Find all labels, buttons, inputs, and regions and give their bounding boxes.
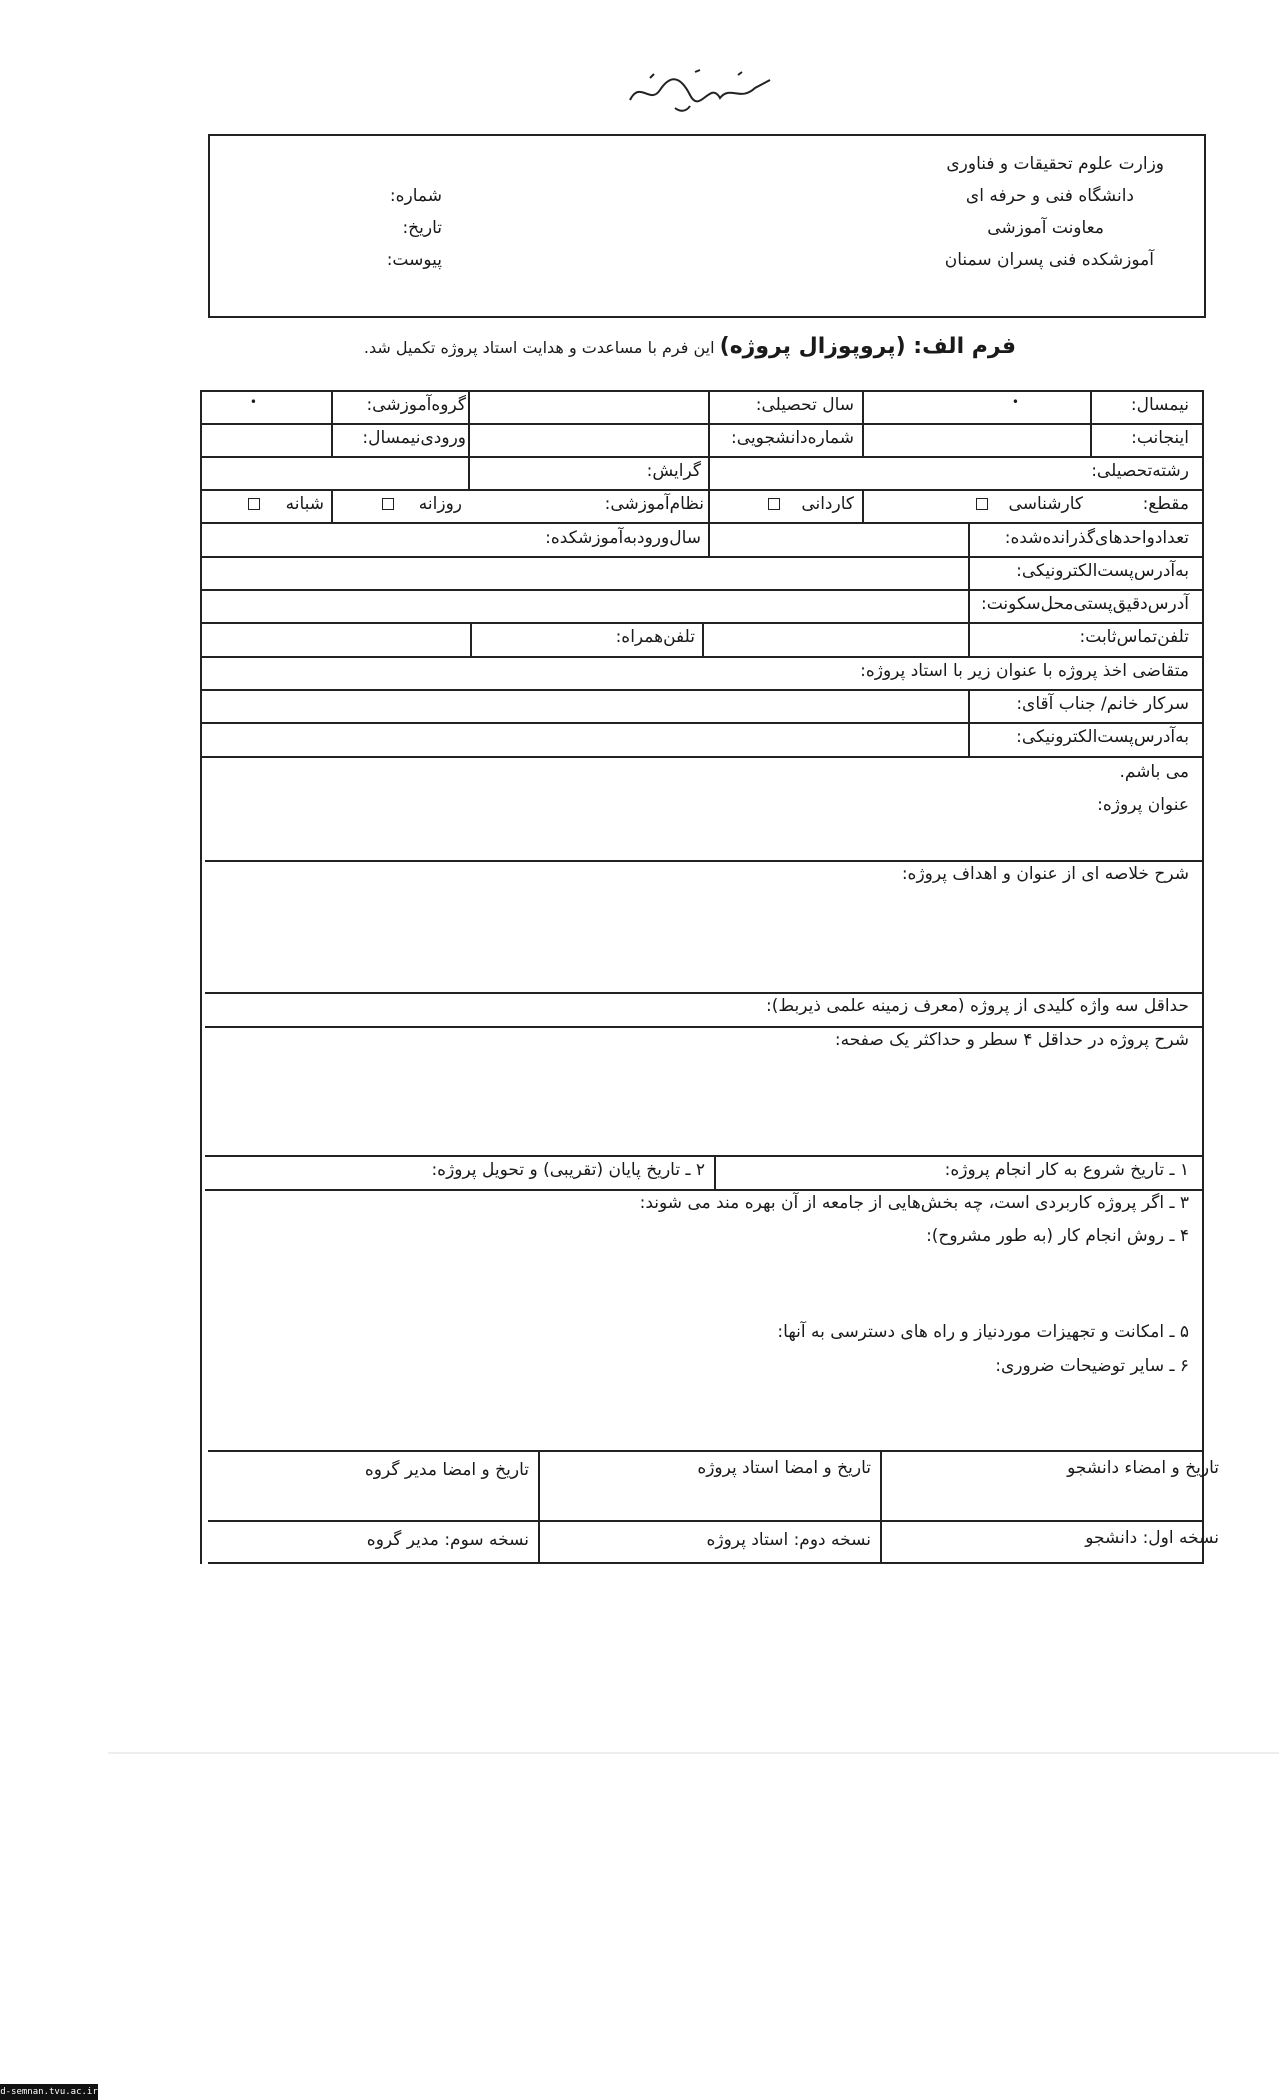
- edu-group-label: گروه‌آموزشی:: [366, 395, 466, 415]
- attachment-label: پیوست:: [386, 250, 442, 270]
- student-number-label: شماره‌دانشجویی:: [731, 428, 854, 448]
- evening-option: شبانه: [285, 494, 324, 514]
- am-label: می باشم.: [1119, 762, 1189, 782]
- copy-one-label: نسخه اول: دانشجو: [1085, 1528, 1219, 1548]
- other-notes-label: ۶ ـ سایر توضیحات ضروری:: [995, 1356, 1189, 1376]
- start-date-label: ۱ ـ تاریخ شروع به کار انجام پروژه:: [944, 1160, 1189, 1180]
- orientation-label: گرایش:: [646, 461, 701, 481]
- associate-checkbox[interactable]: [768, 498, 780, 510]
- form-title-note: این فرم با مساعدت و هدایت استاد پروژه تکمیل شد.: [363, 338, 715, 357]
- copy-three-label: نسخه سوم: مدیر گروه: [366, 1530, 529, 1550]
- edu-group-mark: •: [249, 395, 257, 409]
- bachelor-checkbox[interactable]: [976, 498, 988, 510]
- edu-system-label: نظام‌آموزشی:: [604, 494, 704, 514]
- associate-option: کاردانی: [801, 494, 854, 514]
- landline-label: تلفن‌تماس‌ثابت:: [1079, 627, 1189, 647]
- request-label: متقاضی اخذ پروژه با عنوان زیر با استاد پروژه:: [860, 661, 1189, 681]
- footer-watermark: d-semnan.tvu.ac.ir: [0, 2084, 98, 2100]
- undersigned-label: اینجانب:: [1131, 428, 1189, 448]
- keywords-label: حداقل سه واژه کلیدی از پروژه (معرف زمینه علمی ذیربط):: [766, 996, 1189, 1016]
- passed-units-label: تعدادواحدهای‌گذرانده‌شده:: [1004, 528, 1189, 548]
- supervisor-email-label: به‌آدرس‌پست‌الکترونیکی:: [1016, 727, 1189, 747]
- description-label: شرح پروژه در حداقل ۴ سطر و حداکثر یک صفحه:: [834, 1030, 1189, 1050]
- date-label: تاریخ:: [402, 218, 442, 238]
- email-label: به‌آدرس‌پست‌الکترونیکی:: [1016, 561, 1189, 581]
- deputy-name: معاونت آموزشی: [987, 218, 1104, 238]
- daytime-checkbox[interactable]: [382, 498, 394, 510]
- method-label: ۴ ـ روش انجام کار (به طور مشروح):: [926, 1226, 1189, 1246]
- college-name: آموزشکده فنی پسران سمنان: [944, 250, 1154, 270]
- summary-label: شرح خلاصه ای از عنوان و اهداف پروژه:: [901, 864, 1189, 884]
- supervisor-signature-label: تاریخ و امضا استاد پروژه: [697, 1458, 871, 1478]
- number-label: شماره:: [389, 186, 442, 206]
- ministry-name: وزارت علوم تحقیقات و فناوری: [946, 154, 1164, 174]
- university-name: دانشگاه فنی و حرفه ای: [965, 186, 1134, 206]
- postal-address-label: آدرس‌دقیق‌پستی‌محل‌سکونت:: [981, 594, 1189, 614]
- copy-two-label: نسخه دوم: استاد پروژه: [706, 1530, 871, 1550]
- scan-edge-line: [108, 1752, 1279, 1754]
- supervisor-label: سرکار خانم/ جناب آقای:: [1016, 694, 1189, 714]
- semester-mark: •: [1011, 395, 1019, 409]
- equipment-label: ۵ ـ امکانت و تجهیزات موردنیاز و راه های دسترسی به آنها:: [777, 1322, 1189, 1342]
- bachelor-option: کارشناسی: [1008, 494, 1083, 514]
- level-label: مقطع:: [1142, 494, 1189, 514]
- mobile-label: تلفن‌همراه:: [615, 627, 695, 647]
- academic-year-label: سال تحصیلی:: [755, 395, 854, 415]
- daytime-option: روزانه: [418, 494, 462, 514]
- student-signature-label: تاریخ و امضاء دانشجو: [1067, 1458, 1219, 1478]
- project-title-label: عنوان پروژه:: [1097, 795, 1189, 815]
- group-head-signature-label: تاریخ و امضا مدیر گروه: [364, 1460, 529, 1480]
- major-label: رشته‌تحصیلی:: [1091, 461, 1189, 481]
- entry-semester-label: ورودی‌نیمسال:: [362, 428, 466, 448]
- form-title-main: فرم الف: (پروپوزال پروژه): [719, 334, 1016, 359]
- beneficiaries-label: ۳ ـ اگر پروژه کاربردی است، چه بخش‌هایی از جامعه از آن بهره مند می شوند:: [639, 1193, 1189, 1213]
- entry-year-label: سال‌ورود‌به‌آموزشکده:: [545, 528, 701, 548]
- end-date-label: ۲ ـ تاریخ پایان (تقریبی) و تحویل پروژه:: [431, 1160, 705, 1180]
- evening-checkbox[interactable]: [248, 498, 260, 510]
- semester-label: نیمسال:: [1130, 395, 1189, 415]
